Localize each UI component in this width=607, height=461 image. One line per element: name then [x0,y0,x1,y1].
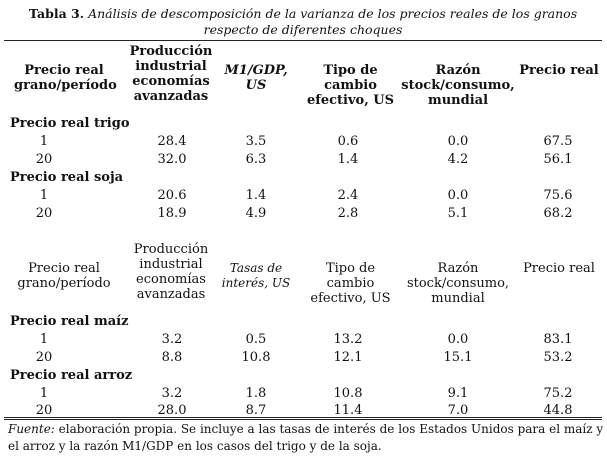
b2-h3-l2: efectivo, US [310,291,391,306]
cell-value: 1.4 [245,188,267,203]
cell-value: 56.1 [543,152,573,167]
cell-value: 2.8 [337,206,359,221]
cell-value: 2.4 [337,188,359,203]
cell-value: 75.2 [543,386,573,401]
b2-h2-l1: interés, US [221,276,291,290]
cell-period: 1 [39,386,49,401]
b1-group-title: Precio real trigo [10,116,130,131]
cell-value: 0.6 [337,134,359,149]
bottom-rule [4,417,602,420]
b2-h4-l1: stock/consumo, [406,276,510,291]
b1-h1-l0: Producción [129,44,213,59]
b2-h2-l0: Tasas de [229,261,283,275]
cell-value: 18.9 [157,206,187,221]
cell-value: 0.0 [447,332,469,347]
cell-value: 7.0 [447,403,469,418]
b2-group-title: Precio real arroz [10,368,133,383]
cell-period: 20 [35,350,53,365]
caption-label: Tabla 3. [28,6,85,21]
cell-value: 13.2 [333,332,363,347]
cell-value: 44.8 [543,403,573,418]
cell-value: 4.9 [245,206,267,221]
cell-value: 8.7 [245,403,267,418]
b2-h4-l2: mundial [431,291,485,306]
b2-h0-l0: Precio real [28,261,100,276]
b2-header-razon [398,261,518,306]
b1-h0-l1: grano/período [14,78,117,93]
b2-header-tasas [216,261,296,291]
cell-value: 0.0 [447,134,469,149]
cell-value: 4.2 [447,152,469,167]
b1-group-title: Precio real soja [10,170,124,185]
b2-h0-l1: grano/período [17,276,111,291]
cell-period: 1 [39,134,49,149]
cell-period: 20 [35,206,53,221]
cell-value: 53.2 [543,350,573,365]
cell-value: 1.8 [245,386,267,401]
b2-h1-l0: Producción [133,242,209,257]
b1-h4-l2: mundial [427,93,489,108]
cell-value: 3.5 [245,134,267,149]
b1-header-produccion [126,44,216,104]
b1-header-m1gdp [216,63,296,93]
b1-h3-l2: efectivo, US [307,93,394,108]
b1-h1-l2: economías [132,74,210,89]
cell-value: 67.5 [543,134,573,149]
b2-h3-l1: cambio [326,276,375,291]
b1-h1-l3: avanzadas [133,89,209,104]
b1-h5-l0: Precio real [519,63,599,78]
cell-value: 9.1 [447,386,469,401]
b2-header-precio [516,261,602,276]
b2-header-produccion [126,242,216,302]
cell-value: 3.2 [161,332,183,347]
b1-h0-l0: Precio real [24,63,104,78]
cell-value: 15.1 [443,350,473,365]
cell-value: 0.0 [447,188,469,203]
table-footnote [8,421,604,455]
cell-value: 10.8 [333,386,363,401]
b2-h1-l2: economías [136,272,206,287]
cell-period: 1 [39,188,49,203]
b2-h4-l0: Razón [437,261,479,276]
cell-period: 1 [39,332,49,347]
cell-value: 10.8 [241,350,271,365]
caption-text: Análisis de descomposición de la varianza de los precios reales de los granos respecto de diferentes choques [88,6,578,37]
b2-group-title: Precio real maíz [10,314,129,329]
b1-h2-l1: US [245,78,267,93]
b1-header-precio [516,63,602,78]
b2-header-period [14,261,114,291]
cell-value: 11.4 [333,403,363,418]
cell-period: 20 [35,403,53,418]
table-caption [8,6,598,38]
b1-h2-l0: M1/GDP, [224,63,288,78]
b1-header-razon [398,63,518,108]
cell-value: 28.4 [157,134,187,149]
cell-value: 6.3 [245,152,267,167]
b1-h3-l1: cambio [324,78,377,93]
cell-value: 83.1 [543,332,573,347]
b2-h1-l1: industrial [139,257,203,272]
cell-value: 1.4 [337,152,359,167]
footnote-source-label: Fuente: [8,422,55,436]
cell-value: 0.5 [245,332,267,347]
b2-h5-l0: Precio real [523,261,595,276]
cell-value: 75.6 [543,188,573,203]
cell-value: 32.0 [157,152,187,167]
b1-h4-l1: stock/consumo, [401,78,515,93]
b1-h1-l1: industrial [135,59,207,74]
footnote-text: elaboración propia. Se incluye a las tasas de interés de los Estados Unidos para el maíz y el arroz y la razón M1/GDP en los casos del trigo y de la soja. [8,422,604,453]
cell-value: 12.1 [333,350,363,365]
b1-h4-l0: Razón [435,63,481,78]
b1-header-tipo-cambio [303,63,398,108]
cell-period: 20 [35,152,53,167]
top-rule [4,40,602,41]
cell-value: 20.6 [157,188,187,203]
cell-value: 3.2 [161,386,183,401]
b1-header-period [14,63,117,93]
cell-value: 68.2 [543,206,573,221]
b2-h1-l3: avanzadas [136,287,206,302]
b2-h3-l0: Tipo de [325,261,376,276]
cell-value: 5.1 [447,206,469,221]
cell-value: 28.0 [157,403,187,418]
b2-header-tipo-cambio [303,261,398,306]
cell-value: 8.8 [161,350,183,365]
b1-h3-l0: Tipo de [323,63,378,78]
